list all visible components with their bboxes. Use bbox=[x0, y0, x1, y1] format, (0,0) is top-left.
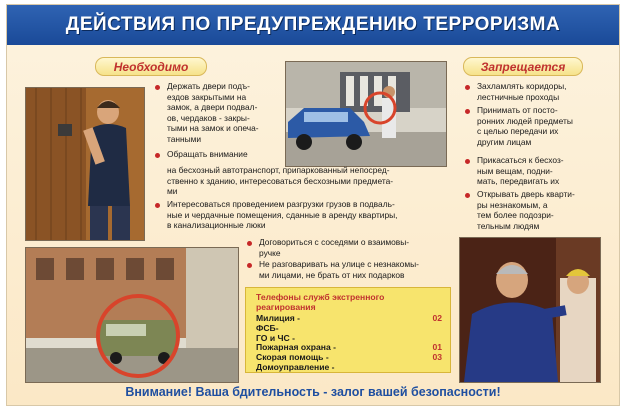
text-line: Договориться с соседями о взаимовы- bbox=[259, 237, 410, 247]
text-line: танными bbox=[167, 133, 202, 144]
text-line: мать, передвигать их bbox=[477, 176, 560, 186]
necessary-bullet-2 bbox=[155, 153, 160, 158]
text-line: ронних людей предметы bbox=[477, 115, 573, 126]
necessary-item-1 bbox=[167, 81, 285, 144]
phones-title bbox=[256, 292, 384, 312]
text-line: тельным людям bbox=[477, 220, 540, 231]
text-line: Прикасаться к бесхоз- bbox=[477, 155, 564, 165]
text-line: в канализационные люки bbox=[167, 220, 266, 230]
text-line: ми лицами, не брать от них подарков bbox=[259, 269, 405, 280]
text-line: ездов закрытыми на bbox=[167, 91, 247, 102]
title-banner bbox=[7, 5, 619, 45]
text-line: Захламлять коридоры, bbox=[477, 81, 567, 91]
text-line: ручке bbox=[259, 247, 281, 258]
necessary-label: Необходимо bbox=[95, 57, 207, 76]
text-line: с целью передачи их bbox=[477, 126, 559, 136]
phone-service-name: Скорая помощь - bbox=[256, 352, 329, 363]
necessary-item-2-head: Обращать внимание bbox=[167, 149, 248, 159]
text-line: тыми на замок и опеча- bbox=[167, 123, 259, 133]
forbidden-bullet-2 bbox=[465, 109, 470, 114]
photo-minibus-building-image bbox=[26, 248, 238, 382]
phone-row bbox=[256, 363, 442, 373]
necessary-item-5 bbox=[259, 259, 459, 280]
necessary-bullet-5 bbox=[247, 263, 252, 268]
phone-service-name: Милиция - bbox=[256, 313, 301, 323]
text-line: лестничные проходы bbox=[477, 91, 560, 102]
necessary-bullet-1 bbox=[155, 85, 160, 90]
poster bbox=[6, 4, 620, 406]
text-line: ры незнакомым, а bbox=[477, 199, 548, 210]
phone-service-name: ГО и ЧС - bbox=[256, 332, 295, 343]
text-line: Держать двери подъ- bbox=[167, 81, 250, 91]
phone-row bbox=[256, 314, 442, 324]
text-line: Интересоваться проведением разгрузки грузов в подваль- bbox=[167, 199, 395, 209]
text-line: ным вещам, подни- bbox=[477, 165, 553, 176]
photo-car-entrance-image bbox=[286, 62, 446, 166]
footer-slogan: Внимание! Ваша бдительность - залог вашей безопасности! bbox=[125, 385, 501, 399]
text-line: ми bbox=[167, 186, 178, 196]
forbidden-item-1 bbox=[477, 81, 613, 102]
necessary-bullet-3 bbox=[155, 203, 160, 208]
text-line: на бесхозный автотранспорт, припаркованный непосред- bbox=[167, 165, 390, 175]
photo-man-at-door bbox=[25, 87, 145, 241]
text-line: Не разговаривать на улице с незнакомы- bbox=[259, 259, 419, 269]
phones-title-line: Телефоны служб экстренного bbox=[256, 292, 385, 302]
phone-number: 01 bbox=[432, 342, 442, 353]
text-line: ственно к зданию, интересоваться бесхозными предмета- bbox=[167, 175, 394, 186]
necessary-item-4 bbox=[259, 237, 459, 258]
photo-man-at-door-image bbox=[26, 88, 144, 240]
necessary-item-3 bbox=[167, 199, 457, 231]
forbidden-label: Запрещается bbox=[463, 57, 583, 76]
text-line: другим лицам bbox=[477, 136, 532, 147]
text-line: ов, чердаков - закры- bbox=[167, 112, 250, 123]
forbidden-bullet-1 bbox=[465, 85, 470, 90]
text-line: тем более подозри- bbox=[477, 210, 554, 220]
phones-title-line: реагирования bbox=[256, 302, 316, 312]
phone-service-name: Пожарная охрана - bbox=[256, 342, 336, 353]
forbidden-item-4 bbox=[477, 189, 613, 231]
forbidden-item-2 bbox=[477, 105, 613, 147]
photo-stranger-at-door-image bbox=[460, 238, 600, 382]
necessary-item-2-body bbox=[167, 165, 457, 197]
phones-list bbox=[256, 314, 442, 373]
text-line: замок, а двери подвал- bbox=[167, 102, 258, 112]
text-line: Принимать от посто- bbox=[477, 105, 558, 115]
phone-service-name: ФСБ- bbox=[256, 322, 279, 333]
necessary-bullet-4 bbox=[247, 241, 252, 246]
phone-service-name: Домоуправление - bbox=[256, 361, 335, 372]
text-line: ные и чердачные помещения, сданные в аренду квартиры, bbox=[167, 209, 398, 220]
forbidden-item-3 bbox=[477, 155, 613, 187]
text-line: Открывать дверь кварти- bbox=[477, 189, 575, 199]
emergency-phones-box bbox=[245, 287, 451, 373]
photo-stranger-at-door bbox=[459, 237, 601, 383]
forbidden-bullet-3 bbox=[465, 159, 470, 164]
forbidden-bullet-4 bbox=[465, 193, 470, 198]
photo-car-entrance bbox=[285, 61, 447, 167]
phone-number: 03 bbox=[432, 352, 442, 363]
page-title: ДЕЙСТВИЯ ПО ПРЕДУПРЕЖДЕНИЮ ТЕРРОРИЗМА bbox=[65, 14, 561, 35]
phone-number: 02 bbox=[432, 313, 442, 323]
photo-minibus-building bbox=[25, 247, 239, 383]
